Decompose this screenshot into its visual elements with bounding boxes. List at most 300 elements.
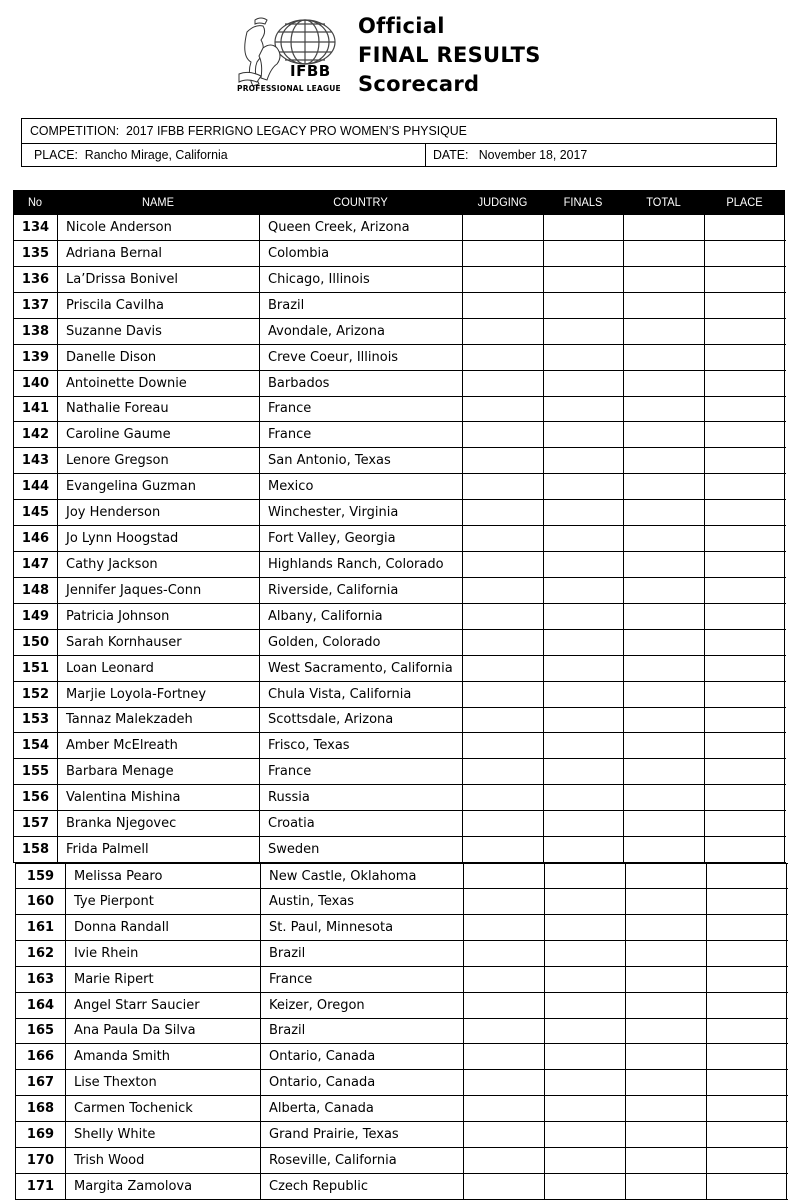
table-row [13, 293, 786, 319]
cell-place[interactable] [704, 215, 785, 240]
title-line: Official [358, 14, 445, 38]
cell-place[interactable] [704, 345, 785, 370]
cell-place[interactable] [704, 604, 785, 629]
cell-judging[interactable] [463, 993, 544, 1018]
cell-country: Croatia [259, 811, 462, 836]
cell-name: Sarah Kornhauser [57, 630, 259, 655]
cell-country: West Sacramento, California [259, 656, 462, 681]
cell-country: Scottsdale, Arizona [259, 707, 462, 732]
cell-finals[interactable] [543, 396, 623, 421]
cell-no: 161 [15, 915, 65, 940]
cell-total[interactable] [623, 759, 704, 784]
cell-total[interactable] [623, 811, 704, 836]
divider [425, 144, 426, 167]
cell-finals[interactable] [544, 864, 625, 888]
cell-place[interactable] [704, 526, 785, 551]
cell-finals[interactable] [543, 474, 623, 499]
table-row [15, 1122, 788, 1148]
table-row [13, 500, 786, 526]
table-row [15, 967, 788, 993]
cell-judging[interactable] [462, 578, 543, 603]
cell-country: Mexico [259, 474, 462, 499]
cell-name: Danelle Dison [57, 345, 259, 370]
cell-name: Patricia Johnson [57, 604, 259, 629]
cell-no: 156 [13, 785, 57, 810]
cell-finals[interactable] [543, 241, 623, 266]
cell-no: 163 [15, 967, 65, 992]
logo-text: IFBB [290, 62, 331, 80]
cell-no: 141 [13, 396, 57, 421]
table-row [13, 811, 786, 837]
cell-finals[interactable] [544, 1018, 625, 1043]
competition-row [22, 119, 776, 144]
cell-finals[interactable] [543, 371, 623, 396]
cell-finals[interactable] [543, 345, 623, 370]
table-header [13, 190, 785, 215]
cell-judging[interactable] [462, 759, 543, 784]
cell-total[interactable] [623, 474, 704, 499]
cell-judging[interactable] [462, 345, 543, 370]
cell-country: Austin, Texas [260, 889, 463, 914]
table-row [13, 422, 786, 448]
cell-no: 147 [13, 552, 57, 577]
cell-place[interactable] [704, 396, 785, 421]
cell-name: Nicole Anderson [57, 215, 259, 240]
cell-judging[interactable] [462, 707, 543, 732]
cell-judging[interactable] [462, 396, 543, 421]
table-row [13, 552, 786, 578]
cell-finals[interactable] [544, 915, 625, 940]
cell-finals[interactable] [543, 293, 623, 318]
cell-no: 148 [13, 578, 57, 603]
cell-judging[interactable] [463, 889, 544, 914]
cell-total[interactable] [623, 293, 704, 318]
cell-place[interactable] [704, 422, 785, 447]
cell-judging[interactable] [462, 733, 543, 758]
cell-name: Jo Lynn Hoogstad [57, 526, 259, 551]
table-row [15, 941, 788, 967]
cell-place[interactable] [704, 552, 785, 577]
cell-finals[interactable] [544, 941, 625, 966]
cell-no: 158 [13, 837, 57, 862]
cell-country: Ontario, Canada [260, 1070, 463, 1095]
cell-judging[interactable] [462, 319, 543, 344]
cell-country: Avondale, Arizona [259, 319, 462, 344]
cell-name: Priscila Cavilha [57, 293, 259, 318]
cell-judging[interactable] [462, 474, 543, 499]
cell-finals[interactable] [543, 267, 623, 292]
cell-place[interactable] [706, 1070, 787, 1095]
cell-country: Highlands Ranch, Colorado [259, 552, 462, 577]
table-row [15, 1018, 788, 1044]
cell-judging[interactable] [462, 267, 543, 292]
cell-no: 149 [13, 604, 57, 629]
cell-place[interactable] [704, 759, 785, 784]
cell-no: 154 [13, 733, 57, 758]
cell-country: Ontario, Canada [260, 1044, 463, 1069]
cell-country: Frisco, Texas [259, 733, 462, 758]
cell-name: Barbara Menage [57, 759, 259, 784]
cell-no: 136 [13, 267, 57, 292]
cell-finals[interactable] [543, 604, 623, 629]
cell-judging[interactable] [463, 864, 544, 888]
cell-place[interactable] [704, 630, 785, 655]
cell-total[interactable] [623, 552, 704, 577]
cell-judging[interactable] [463, 967, 544, 992]
cell-judging[interactable] [463, 915, 544, 940]
cell-judging[interactable] [462, 785, 543, 810]
cell-judging[interactable] [462, 215, 543, 240]
table-row [13, 578, 786, 604]
cell-finals[interactable] [544, 1096, 625, 1121]
cell-no: 160 [15, 889, 65, 914]
cell-judging[interactable] [462, 604, 543, 629]
cell-country: Russia [259, 785, 462, 810]
cell-name: Amber McElreath [57, 733, 259, 758]
competition-info-box [21, 118, 777, 167]
cell-no: 140 [13, 371, 57, 396]
cell-judging[interactable] [463, 1070, 544, 1095]
cell-finals[interactable] [543, 215, 623, 240]
logo-subtext: PROFESSIONAL LEAGUE [237, 84, 341, 93]
cell-finals[interactable] [544, 993, 625, 1018]
cell-total[interactable] [623, 319, 704, 344]
cell-country: Riverside, California [259, 578, 462, 603]
cell-finals[interactable] [543, 630, 623, 655]
cell-total[interactable] [625, 1018, 706, 1043]
cell-country: Creve Coeur, Illinois [259, 345, 462, 370]
cell-place[interactable] [704, 785, 785, 810]
cell-no: 142 [13, 422, 57, 447]
cell-country: Barbados [259, 371, 462, 396]
cell-finals[interactable] [543, 578, 623, 603]
cell-judging[interactable] [463, 1148, 544, 1173]
cell-no: 159 [15, 864, 65, 888]
cell-country: France [259, 422, 462, 447]
cell-finals[interactable] [544, 1044, 625, 1069]
cell-judging[interactable] [463, 1096, 544, 1121]
cell-place[interactable] [704, 448, 785, 473]
cell-no: 152 [13, 682, 57, 707]
cell-total[interactable] [625, 1174, 706, 1199]
cell-total[interactable] [625, 889, 706, 914]
cell-country: Sweden [259, 837, 462, 862]
cell-place[interactable] [706, 993, 787, 1018]
cell-no: 162 [15, 941, 65, 966]
column-header-finals: FINALS [563, 195, 603, 209]
cell-finals[interactable] [543, 448, 623, 473]
cell-finals[interactable] [544, 889, 625, 914]
cell-no: 166 [15, 1044, 65, 1069]
cell-total[interactable] [623, 526, 704, 551]
cell-name: Donna Randall [65, 915, 260, 940]
cell-finals[interactable] [544, 1148, 625, 1173]
cell-country: Alberta, Canada [260, 1096, 463, 1121]
table-row [15, 1174, 788, 1200]
cell-country: San Antonio, Texas [259, 448, 462, 473]
cell-place[interactable] [704, 500, 785, 525]
cell-country: Brazil [260, 941, 463, 966]
cell-total[interactable] [623, 578, 704, 603]
cell-total[interactable] [625, 1070, 706, 1095]
cell-total[interactable] [623, 345, 704, 370]
cell-name: La’Drissa Bonivel [57, 267, 259, 292]
cell-place[interactable] [706, 1018, 787, 1043]
cell-place[interactable] [704, 371, 785, 396]
cell-finals[interactable] [543, 707, 623, 732]
cell-no: 144 [13, 474, 57, 499]
cell-total[interactable] [625, 1148, 706, 1173]
cell-judging[interactable] [462, 837, 543, 862]
cell-name: Marie Ripert [65, 967, 260, 992]
cell-finals[interactable] [543, 552, 623, 577]
table-row [13, 448, 786, 474]
date-label: DATE: November 18, 2017 [433, 147, 588, 162]
table-row [13, 345, 786, 371]
table-row [15, 993, 788, 1019]
cell-place[interactable] [706, 889, 787, 914]
place-date-row [22, 144, 776, 167]
cell-finals[interactable] [543, 759, 623, 784]
table-row [13, 785, 786, 811]
cell-place[interactable] [704, 707, 785, 732]
cell-total[interactable] [625, 1044, 706, 1069]
cell-total[interactable] [625, 1096, 706, 1121]
cell-total[interactable] [625, 915, 706, 940]
cell-no: 171 [15, 1174, 65, 1199]
cell-place[interactable] [704, 474, 785, 499]
cell-name: Lise Thexton [65, 1070, 260, 1095]
table-row [13, 526, 786, 552]
cell-total[interactable] [625, 864, 706, 888]
cell-no: 157 [13, 811, 57, 836]
cell-total[interactable] [623, 733, 704, 758]
cell-total[interactable] [623, 396, 704, 421]
cell-finals[interactable] [543, 682, 623, 707]
cell-place[interactable] [706, 1044, 787, 1069]
cell-place[interactable] [704, 811, 785, 836]
cell-place[interactable] [704, 267, 785, 292]
cell-judging[interactable] [462, 371, 543, 396]
cell-no: 138 [13, 319, 57, 344]
column-header-name: NAME [142, 195, 174, 209]
cell-total[interactable] [625, 993, 706, 1018]
cell-name: Amanda Smith [65, 1044, 260, 1069]
cell-total[interactable] [625, 967, 706, 992]
cell-total[interactable] [623, 837, 704, 862]
table-row [15, 1148, 788, 1174]
table-row [13, 371, 786, 397]
cell-finals[interactable] [543, 785, 623, 810]
cell-country: France [259, 759, 462, 784]
cell-judging[interactable] [462, 422, 543, 447]
cell-judging[interactable] [463, 1018, 544, 1043]
cell-place[interactable] [706, 941, 787, 966]
cell-judging[interactable] [462, 656, 543, 681]
cell-finals[interactable] [544, 1174, 625, 1199]
table-row [13, 656, 786, 682]
cell-no: 139 [13, 345, 57, 370]
table-row [13, 319, 786, 345]
cell-country: Brazil [260, 1018, 463, 1043]
cell-name: Evangelina Guzman [57, 474, 259, 499]
cell-country: Roseville, California [260, 1148, 463, 1173]
cell-no: 155 [13, 759, 57, 784]
cell-name: Trish Wood [65, 1148, 260, 1173]
cell-place[interactable] [706, 864, 787, 888]
cell-finals[interactable] [544, 967, 625, 992]
cell-name: Joy Henderson [57, 500, 259, 525]
cell-country: Albany, California [259, 604, 462, 629]
cell-judging[interactable] [463, 941, 544, 966]
cell-no: 165 [15, 1018, 65, 1043]
table-row [15, 889, 788, 915]
cell-finals[interactable] [543, 500, 623, 525]
cell-place[interactable] [704, 241, 785, 266]
cell-judging[interactable] [462, 241, 543, 266]
cell-finals[interactable] [544, 1122, 625, 1147]
place-label: PLACE: Rancho Mirage, California [34, 147, 228, 162]
cell-total[interactable] [623, 630, 704, 655]
cell-total[interactable] [623, 371, 704, 396]
table-row [13, 267, 786, 293]
cell-name: Carmen Tochenick [65, 1096, 260, 1121]
cell-total[interactable] [623, 682, 704, 707]
cell-total[interactable] [623, 448, 704, 473]
cell-name: Frida Palmell [57, 837, 259, 862]
cell-name: Margita Zamolova [65, 1174, 260, 1199]
cell-place[interactable] [704, 682, 785, 707]
table-row [13, 682, 786, 708]
cell-total[interactable] [623, 707, 704, 732]
cell-country: Colombia [259, 241, 462, 266]
cell-total[interactable] [623, 215, 704, 240]
cell-country: Brazil [259, 293, 462, 318]
cell-finals[interactable] [543, 526, 623, 551]
cell-judging[interactable] [463, 1044, 544, 1069]
table-row [15, 1096, 788, 1122]
cell-place[interactable] [704, 293, 785, 318]
cell-finals[interactable] [543, 811, 623, 836]
cell-judging[interactable] [462, 682, 543, 707]
cell-judging[interactable] [463, 1122, 544, 1147]
cell-place[interactable] [706, 915, 787, 940]
table-row [13, 837, 786, 863]
cell-total[interactable] [623, 422, 704, 447]
cell-no: 145 [13, 500, 57, 525]
cell-country: France [260, 967, 463, 992]
cell-name: Lenore Gregson [57, 448, 259, 473]
cell-no: 168 [15, 1096, 65, 1121]
cell-judging[interactable] [462, 500, 543, 525]
cell-total[interactable] [623, 500, 704, 525]
cell-country: Czech Republic [260, 1174, 463, 1199]
cell-name: Ana Paula Da Silva [65, 1018, 260, 1043]
cell-judging[interactable] [463, 1174, 544, 1199]
column-header-judging: JUDGING [477, 195, 528, 209]
cell-name: Marjie Loyola-Fortney [57, 682, 259, 707]
table-row [13, 759, 786, 785]
cell-no: 135 [13, 241, 57, 266]
cell-no: 134 [13, 215, 57, 240]
cell-place[interactable] [704, 319, 785, 344]
cell-country: Queen Creek, Arizona [259, 215, 462, 240]
cell-place[interactable] [704, 656, 785, 681]
cell-total[interactable] [623, 604, 704, 629]
cell-total[interactable] [623, 785, 704, 810]
cell-name: Cathy Jackson [57, 552, 259, 577]
cell-no: 143 [13, 448, 57, 473]
cell-finals[interactable] [544, 1070, 625, 1095]
cell-name: Angel Starr Saucier [65, 993, 260, 1018]
cell-place[interactable] [706, 1148, 787, 1173]
cell-judging[interactable] [462, 293, 543, 318]
cell-country: Chula Vista, California [259, 682, 462, 707]
cell-name: Shelly White [65, 1122, 260, 1147]
competition-label: COMPETITION: 2017 IFBB FERRIGNO LEGACY PRO WOMEN’S PHYSIQUE [30, 123, 467, 138]
page-title [358, 12, 541, 99]
cell-no: 146 [13, 526, 57, 551]
cell-judging[interactable] [462, 552, 543, 577]
cell-finals[interactable] [543, 656, 623, 681]
table-row [15, 1070, 788, 1096]
cell-name: Ivie Rhein [65, 941, 260, 966]
column-header-no: No [27, 195, 43, 209]
cell-total[interactable] [625, 1122, 706, 1147]
cell-finals[interactable] [543, 319, 623, 344]
cell-country: New Castle, Oklahoma [260, 864, 463, 888]
table-row [15, 863, 788, 889]
cell-name: Nathalie Foreau [57, 396, 259, 421]
cell-judging[interactable] [462, 811, 543, 836]
cell-name: Branka Njegovec [57, 811, 259, 836]
cell-place[interactable] [704, 837, 785, 862]
cell-country: Winchester, Virginia [259, 500, 462, 525]
cell-judging[interactable] [462, 526, 543, 551]
table-row [15, 1044, 788, 1070]
cell-name: Tannaz Malekzadeh [57, 707, 259, 732]
cell-total[interactable] [623, 241, 704, 266]
cell-no: 170 [15, 1148, 65, 1173]
cell-no: 169 [15, 1122, 65, 1147]
cell-total[interactable] [625, 941, 706, 966]
table-row [15, 915, 788, 941]
table-row [13, 604, 786, 630]
cell-place[interactable] [706, 1174, 787, 1199]
cell-name: Caroline Gaume [57, 422, 259, 447]
cell-no: 153 [13, 707, 57, 732]
cell-finals[interactable] [543, 837, 623, 862]
title-line: FINAL RESULTS [358, 43, 541, 67]
cell-total[interactable] [623, 656, 704, 681]
table-row [13, 396, 786, 422]
cell-no: 167 [15, 1070, 65, 1095]
cell-total[interactable] [623, 267, 704, 292]
cell-place[interactable] [704, 733, 785, 758]
cell-finals[interactable] [543, 733, 623, 758]
cell-judging[interactable] [462, 630, 543, 655]
cell-country: Keizer, Oregon [260, 993, 463, 1018]
cell-place[interactable] [706, 967, 787, 992]
cell-judging[interactable] [462, 448, 543, 473]
cell-finals[interactable] [543, 422, 623, 447]
cell-country: Golden, Colorado [259, 630, 462, 655]
table-row [13, 241, 786, 267]
cell-place[interactable] [704, 578, 785, 603]
cell-name: Melissa Pearo [65, 864, 260, 888]
cell-place[interactable] [706, 1122, 787, 1147]
cell-place[interactable] [706, 1096, 787, 1121]
